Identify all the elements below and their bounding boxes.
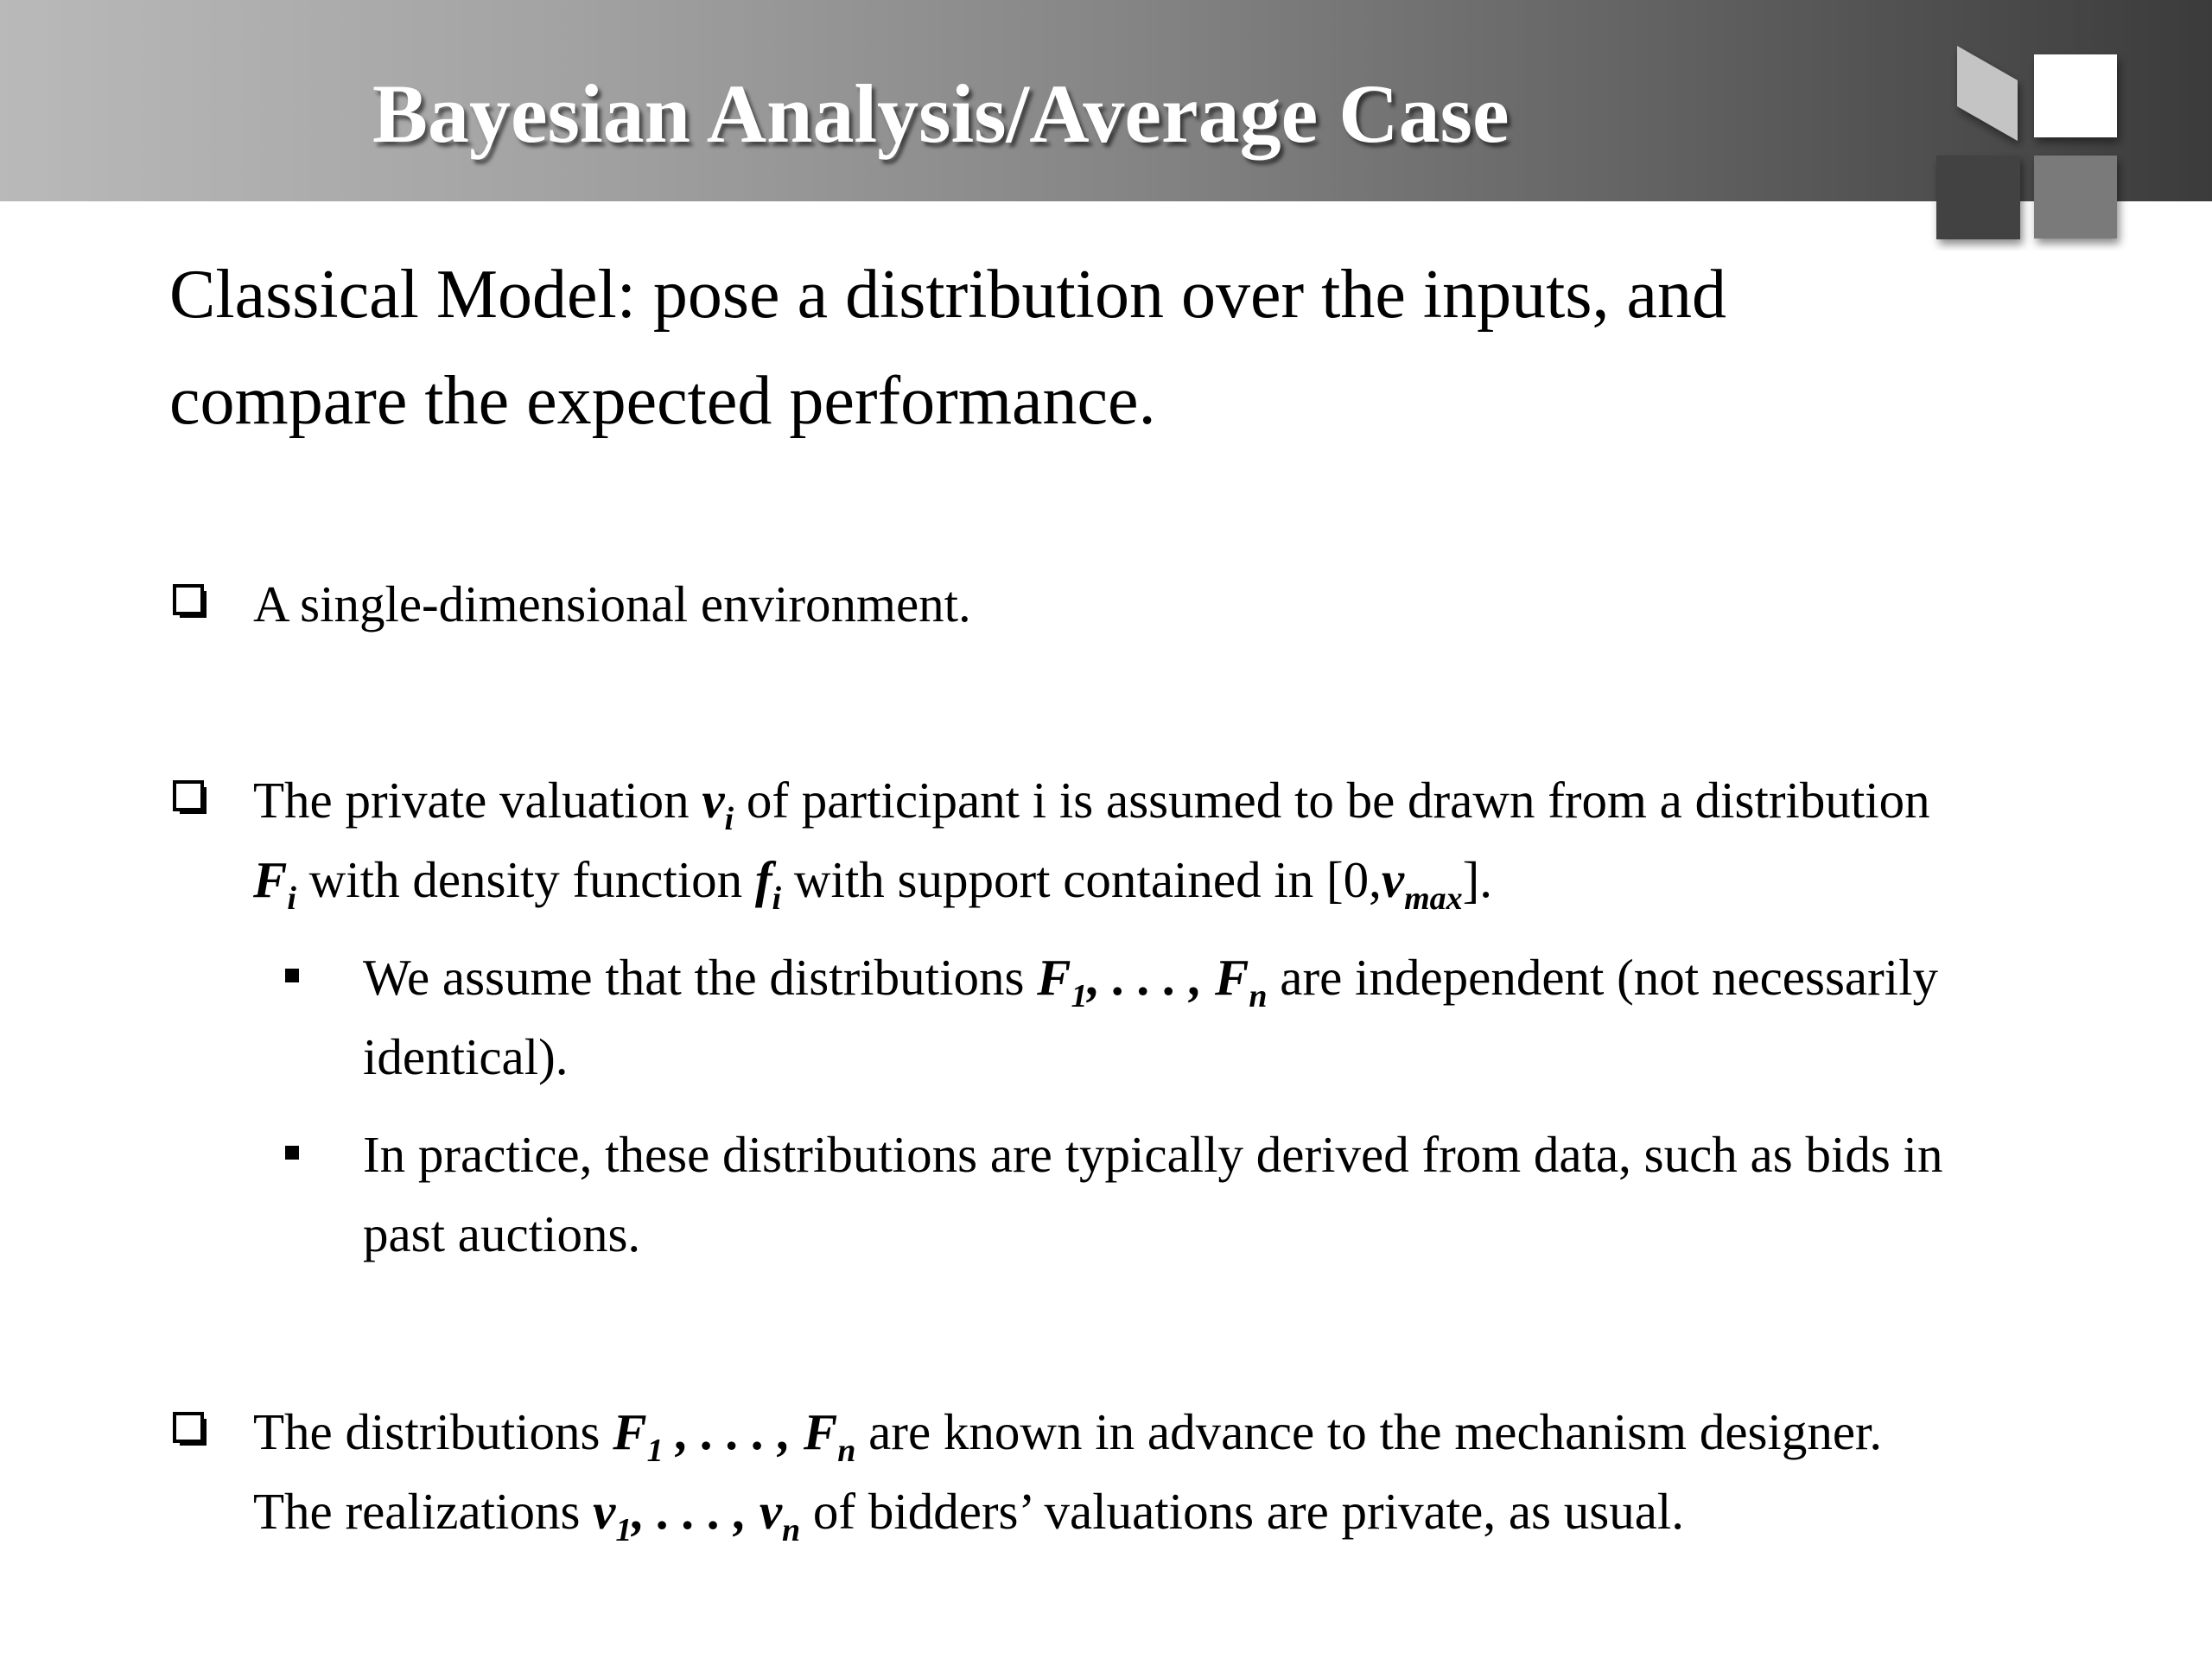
- decorative-squares-logo: [1927, 43, 2134, 251]
- text-run: of bidders’ valuations are private, as usual.: [800, 1483, 1685, 1540]
- math-dots: , . . . ,: [632, 1483, 760, 1540]
- math-subscript: n: [1249, 978, 1268, 1014]
- math-dots: , . . . ,: [663, 1403, 804, 1460]
- checkbox-bullet-icon: [173, 780, 207, 815]
- sub-bullet-line-2: identical).: [363, 1028, 569, 1085]
- text-run: of participant i is assumed to be drawn from a distribution: [734, 772, 1930, 829]
- sub-bullet-line-1: [363, 947, 1939, 1014]
- math-F: F: [1215, 949, 1249, 1006]
- text-run: The realizations: [253, 1483, 594, 1540]
- math-F: F: [803, 1403, 838, 1460]
- text-run: We assume that the distributions: [363, 949, 1038, 1006]
- math-v: v: [759, 1483, 783, 1540]
- square-bullet-icon: [285, 1146, 299, 1160]
- text-run: The private valuation: [253, 772, 702, 829]
- math-v: v: [593, 1483, 616, 1540]
- lead-line-1: Classical Model: pose a distribution over the inputs, and: [169, 257, 1726, 333]
- text-run: are known in advance to the mechanism designer.: [855, 1403, 1883, 1460]
- checkbox-bullet-icon: [173, 1412, 207, 1446]
- math-subscript: i: [724, 801, 734, 837]
- math-v: v: [702, 772, 725, 829]
- math-subscript: 1: [646, 1433, 664, 1469]
- text-run: ].: [1462, 851, 1493, 908]
- text-run: with support contained in [0,: [781, 851, 1382, 908]
- math-F: F: [253, 851, 288, 908]
- math-dots: , . . . ,: [1087, 949, 1216, 1006]
- math-subscript: 1: [615, 1512, 632, 1548]
- slide-title: Bayesian Analysis/Average Case: [372, 67, 1510, 160]
- bullet-text: A single-dimensional environment.: [253, 575, 971, 632]
- math-v: v: [1381, 851, 1405, 908]
- math-subscript: n: [837, 1433, 856, 1469]
- text-run: are independent (not necessarily: [1267, 949, 1939, 1006]
- sub-bullet-line-1: In practice, these distributions are typically derived from data, such as bids in: [363, 1126, 1943, 1183]
- math-subscript: n: [782, 1512, 801, 1548]
- square-bullet-icon: [285, 969, 299, 982]
- text-run: with density function: [296, 851, 755, 908]
- math-F: F: [1037, 949, 1071, 1006]
- lead-line-2: compare the expected performance.: [169, 363, 1156, 439]
- sub-bullet-line-2: past auctions.: [363, 1205, 641, 1262]
- bullet-line-1: [253, 1402, 1883, 1469]
- math-subscript: i: [772, 880, 782, 917]
- text-run: The distributions: [253, 1403, 613, 1460]
- bullet-line-2: [253, 1481, 1685, 1548]
- lead-statement: [169, 242, 2113, 454]
- math-F: F: [613, 1403, 647, 1460]
- bullet-line-1: [253, 770, 1930, 837]
- bullet-line-2: [253, 849, 1493, 917]
- math-subscript: i: [287, 880, 296, 917]
- math-f: f: [754, 851, 772, 908]
- math-subscript: 1: [1071, 978, 1088, 1014]
- checkbox-bullet-icon: [173, 584, 207, 619]
- math-subscript: max: [1404, 880, 1463, 917]
